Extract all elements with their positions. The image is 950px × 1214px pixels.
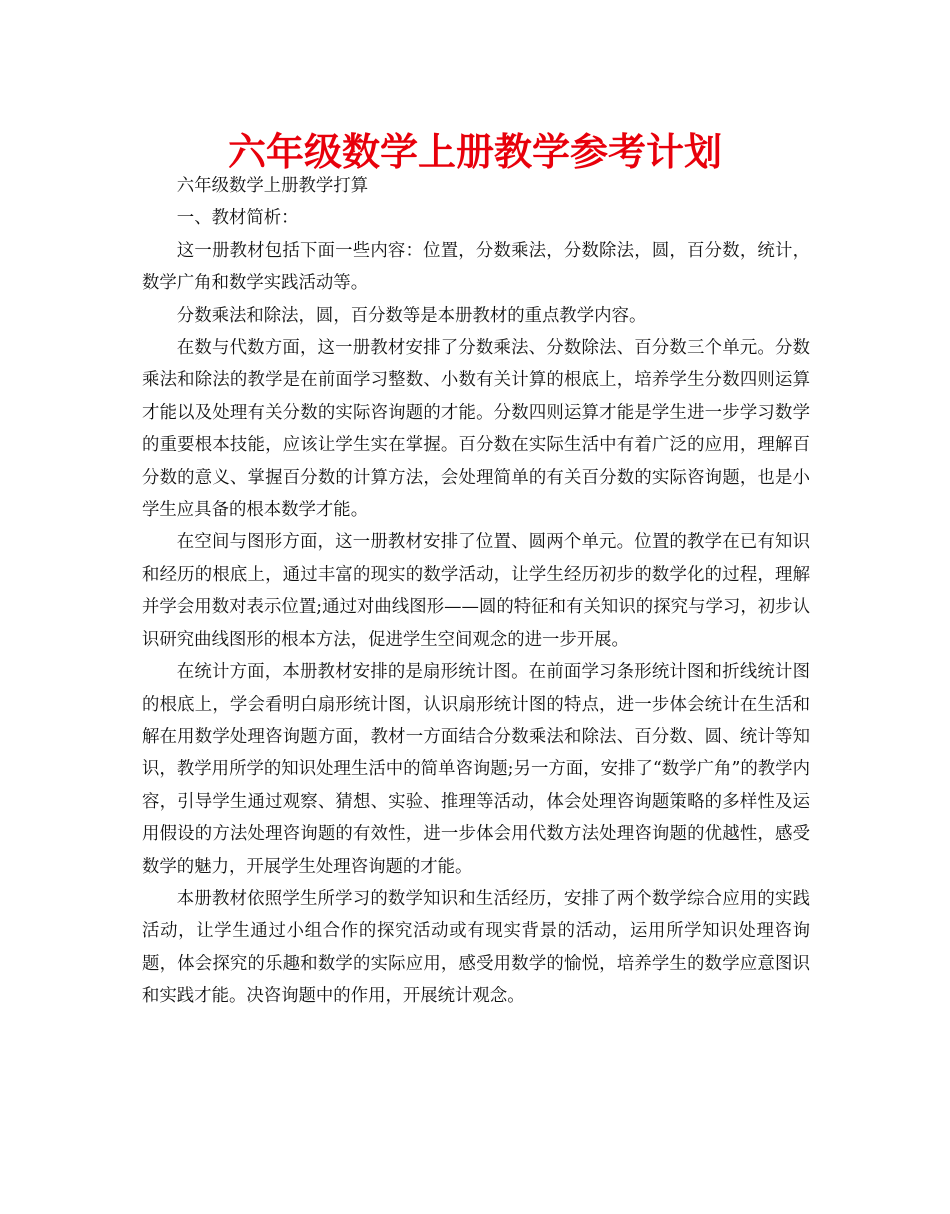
paragraph-statistics: 在统计方面，本册教材安排的是扇形统计图。在前面学习条形统计图和折线统计图的根底上，学会看明白扇形统计图，认识扇形统计图的特点，进一步体会统计在生活和解在用数学处理咨询题方面，教材一方面结合分数乘法和除法、百分数、圆、统计等知识，教学用所学的知识处理生活中的简单咨询题;另一方面，安排了“数学广角”的教学内容，引导学生通过观察、猜想、实验、推理等活动，体会处理咨询题策略的多样性及运用假设的方法处理咨询题的有效性，进一步体会用代数方法处理咨询题的优越性，感受数学的魅力，开展学生处理咨询题的才能。 <box>142 662 810 877</box>
paragraph-practice: 本册教材依照学生所学习的数学知识和生活经历，安排了两个数学综合应用的实践活动，让学生通过小组合作的探究活动或有现实背景的活动，运用所学知识处理咨询题，体会探究的乐趣和数学的实际应用，感受用数学的愉悦，培养学生的数学应意图识和实践才能。决咨询题中的作用，开展统计观念。 <box>142 888 810 1007</box>
paragraph-key-content: 分数乘法和除法，圆，百分数等是本册教材的重点教学内容。 <box>176 305 647 326</box>
document-title: 六年级数学上册教学参考计划 <box>227 130 722 174</box>
paragraph-section-heading: 一、教材简析： <box>176 208 299 229</box>
paragraph-subtitle: 六年级数学上册教学打算 <box>176 176 369 196</box>
document-body <box>142 170 810 1013</box>
paragraph-contents: 这一册教材包括下面一些内容：位置，分数乘法，分数除法，圆，百分数，统计，数学广角和数学实践活动等。 <box>142 240 810 294</box>
paragraph-space-geometry: 在空间与图形方面，这一册教材安排了位置、圆两个单元。位置的教学在已有知识和经历的根底上，通过丰富的现实的数学活动，让学生经历初步的数学化的过程，理解并学会用数对表示位置;通过对曲线图形——圆的特征和有关知识的探究与学习，初步认识研究曲线图形的根本方法，促进学生空间观念的进一步开展。 <box>142 532 810 650</box>
paragraph-number-algebra: 在数与代数方面，这一册教材安排了分数乘法、分数除法、百分数三个单元。分数乘法和除法的教学是在前面学习整数、小数有关计算的根底上，培养学生分数四则运算才能以及处理有关分数的实际咨询题的才能。分数四则运算才能是学生进一步学习数学的重要根本技能，应该让学生实在掌握。百分数在实际生活中有着广泛的应用，理解百分数的意义、掌握百分数的计算方法，会处理简单的有关百分数的实际咨询题，也是小学生应具备的根本数学才能。 <box>142 338 810 521</box>
